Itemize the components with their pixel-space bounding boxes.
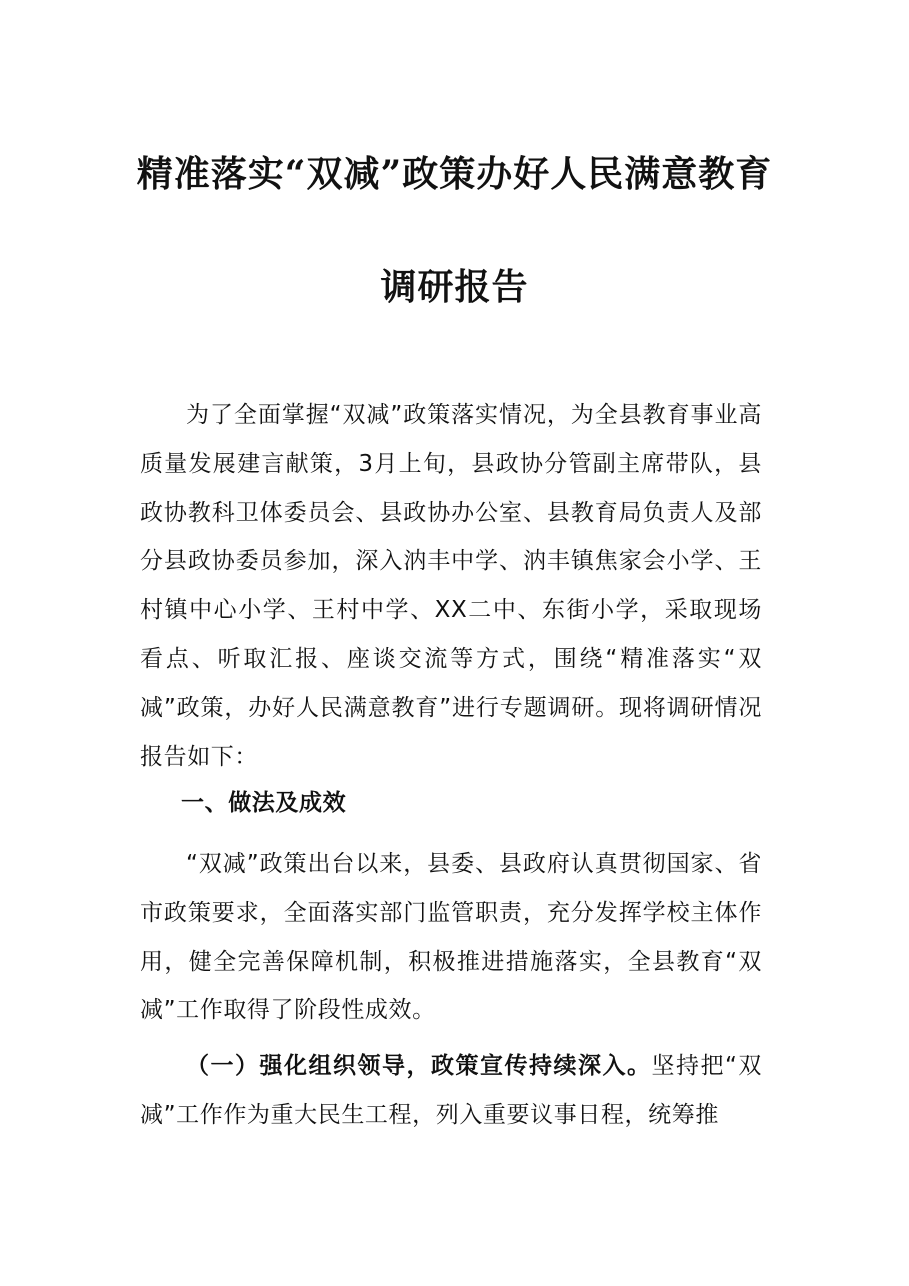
subsection-1-paragraph [140, 1042, 762, 1140]
subsection-1-lead: （一）强化组织领导，政策宣传持续深入。 [186, 1053, 652, 1079]
subsection-1-text: 坚持把“双减”工作作为重大民生工程，列入重要议事日程，统筹推 [140, 1053, 762, 1128]
section-heading-1: 一、做法及成效 [181, 790, 347, 816]
section-1-paragraph: “双减”政策出台以来，县委、县政府认真贯彻国家、省市政策要求，全面落实部门监管职责，充分发挥学校主体作用，健全完善保障机制，积极推进措施落实，全县教育“双减”工作取得了阶段性成效。 [140, 851, 762, 1024]
document-title-line-1: 精准落实“双减”政策办好人民满意教育 [136, 153, 773, 195]
intro-paragraph: 为了全面掌握“双减”政策落实情况，为全县教育事业高质量发展建言献策，3月上旬，县政协分管副主席带队，县政协教科卫体委员会、县政协办公室、县教育局负责人及部分县政协委员参加，深入汭丰中学、汭丰镇焦家会小学、王村镇中心小学、王村中学、XX二中、东街小学，采取现场看点、听取汇报、座谈交流等方式，围绕“精准落实“双减”政策，办好人民满意教育”进行专题调研。现将调研情况报告如下： [140, 402, 762, 770]
document-title-line-2: 调研报告 [380, 266, 529, 308]
